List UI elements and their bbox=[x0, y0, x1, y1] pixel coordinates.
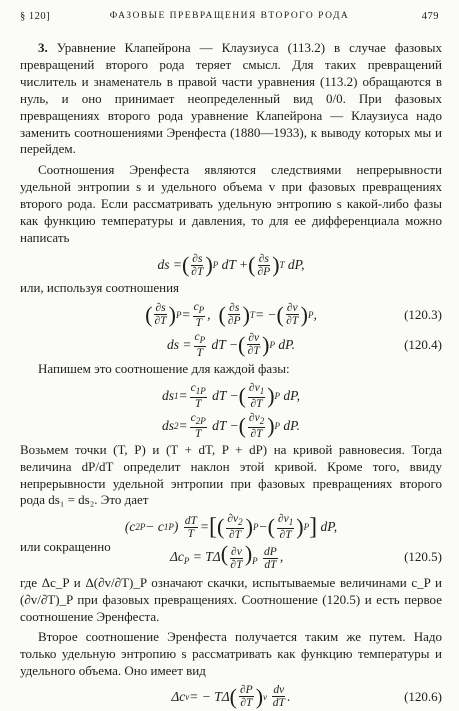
equation-cp-diff: (c 2P − c 1P ) $\frac{dT}{T}$ = [ ( $\frac{\partial v_2}{\partial T}$ ) P − ( $\frac{\partial v_1}{\partial T}$ ) P ] dP, bbox=[124, 513, 338, 542]
equation-120-5: или сокращенно $\Delta c_P = T\Delta$( $\frac{\partial v}{\partial T}$ )$_P$ $\frac{dP}{dT}$ , (120.5) bbox=[20, 539, 442, 571]
equation-120-3: ( $\frac{\partial s}{\partial T}$ ) P = $\frac{c_P}{T}$ , ( $\frac{\partial s}{\partial P}$ ) T = − ( $\frac{\partial v}{\partial T}$ ) P , (120.3) bbox=[145, 300, 442, 329]
paragraph-take-points: Возьмем точки (T, P) и (T + dT, P + dP) на кривой равновесия. Тогда величина dP/dT определит наклон этой кривой. Кроме того, ввиду непрерывности удельной энтропии при фазовых превращениях второго рода ds₁ = ds₂. Это дает bbox=[20, 441, 442, 508]
item-number: 3. bbox=[38, 40, 48, 55]
eq-number: (120.5) bbox=[404, 549, 442, 565]
equation-120-6: Δc v = − TΔ ( $\frac{\partial P}{\partial T}$ ) v $\frac{dv}{dT}$ . (120.6) bbox=[171, 683, 442, 710]
equation-ds: ds = ( $\frac{\partial s}{\partial T}$ ) P dT + ( $\frac{\partial s}{\partial P}$ ) T dP, bbox=[157, 252, 305, 278]
eq-number: (120.4) bbox=[404, 336, 442, 352]
equation-ds1: ds 1 = $\frac{c_{1P}}{T}$ dT − ( $\frac{\partial v_1}{\partial T}$ ) P dP, bbox=[161, 381, 301, 410]
running-title: ФАЗОВЫЕ ПРЕВРАЩЕНИЯ ВТОРОГО РОДА bbox=[109, 11, 350, 21]
paragraph-or-using: или, используя соотношения bbox=[20, 279, 180, 295]
eq-number: (120.3) bbox=[404, 306, 442, 322]
paragraph-where bbox=[20, 575, 442, 626]
paragraph-second-relation: Второе соотношение Эренфеста получается таким же путем. Надо только удельную энтропию s рассматривать как функцию температуры и удельного объема. Оно имеет вид bbox=[20, 629, 442, 679]
paragraph-4: Соотношения Эренфеста являются следствиями непрерывности удельной энтропии s и удельного объема v при фазовых превращениях второго рода. Если рассматривать удельную энтропию s какой-либо фазы как функцию температуры и давления, то для ее дифференциала можно написать bbox=[20, 162, 442, 245]
section-marker: § 120] bbox=[20, 11, 51, 22]
equation-ds2: ds 2 = $\frac{c_{2P}}{T}$ dT − ( $\frac{\partial v_2}{\partial T}$ ) P dP. bbox=[161, 411, 301, 440]
paragraph-text: Уравнение Клапейрона — Клаузиуса (113.2) в случае фазовых превращений второго рода теряет смысл. Для таких превращений числитель и знаменатель в правой части уравнения (113.2) обращаются в нуль, и оно принимает неопределенный вид 0/0. При фазовых превращениях второго рода уравнение Клапейрона — Клаузиуса надо заменить соотношениями Эренфеста (1880—1933), к выводу которых мы и перейдем. bbox=[20, 40, 442, 157]
paragraph-text: где Δc_P и Δ(∂v/∂T)_P означают скачки, испытываемые величинами c_P и (∂v/∂T)_P при фазовых превращениях. Соотношение (120.5) и есть первое соотношение Эренфеста. bbox=[20, 574, 442, 624]
page-number: 479 bbox=[421, 11, 439, 22]
or-shortly: или сокращенно bbox=[20, 539, 111, 555]
equation-120-4: ds = $\frac{c_P}{T}$ dT − ( $\frac{\partial v}{\partial T}$ ) P dP. (120.4) bbox=[167, 330, 442, 359]
paragraph-3 bbox=[20, 40, 442, 158]
eq-number: (120.6) bbox=[404, 688, 442, 704]
paragraph-each-phase: Напишем это соотношение для каждой фазы: bbox=[38, 360, 290, 376]
page-body bbox=[20, 40, 442, 711]
